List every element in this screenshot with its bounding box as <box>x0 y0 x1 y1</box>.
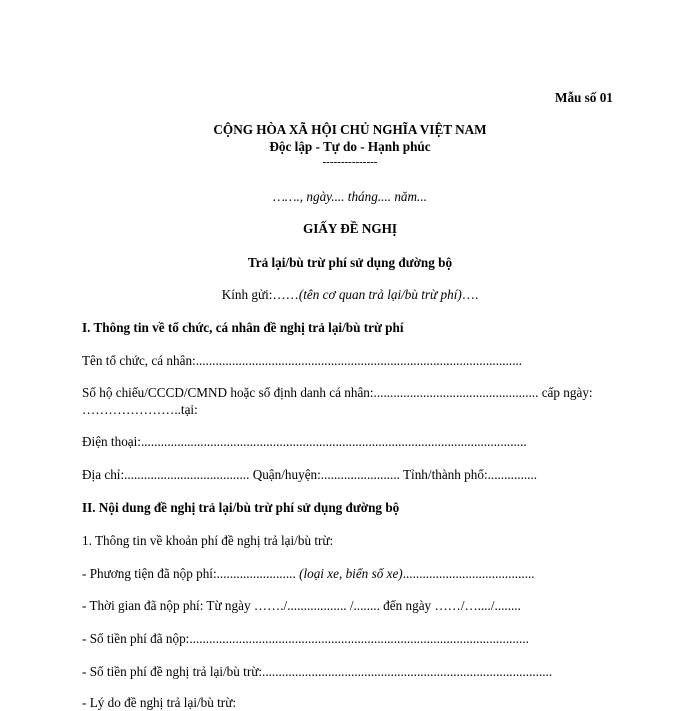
org-name-field: Tên tổ chức, cá nhân:................................................................................................... <box>82 353 523 368</box>
id-issue-place-field: …………………..tại: <box>82 402 198 417</box>
document-title: GIẤY ĐỀ NGHỊ <box>302 221 398 236</box>
vehicle-prefix: - Phương tiện đã nộp phí:........................ <box>82 566 300 581</box>
recipient-suffix: …. <box>461 287 479 302</box>
paid-time-field: - Thời gian đã nộp phí: Từ ngày ……./.................. /........ đến ngày ……/…..../........ <box>82 598 521 613</box>
vehicle-hint: (loại xe, biển số xe) <box>299 566 403 581</box>
recipient-placeholder: (tên cơ quan trả lại/bù trừ phí) <box>298 287 462 302</box>
document-subtitle: Trả lại/bù trừ phí sử dụng đường bộ <box>247 255 453 270</box>
section-2-heading: II. Nội dung đề nghị trả lại/bù trừ phí sử dụng đường bộ <box>82 500 400 515</box>
recipient-prefix: Kính gửi:…… <box>221 287 299 302</box>
header-rule: --------------- <box>322 156 378 168</box>
vehicle-suffix: ........................................ <box>402 566 535 581</box>
section-1-heading: I. Thông tin về tổ chức, cá nhân đề nghị trả lại/bù trừ phí <box>82 320 404 335</box>
reason-field: - Lý do đề nghị trả lại/bù trừ: <box>82 695 237 710</box>
form-number: Mẫu số 01 <box>555 90 613 105</box>
paid-amount-field: - Số tiền phí đã nộp:....................................................................................................... <box>82 631 529 646</box>
recipient-line <box>0 287 700 303</box>
country-name: CỘNG HÒA XÃ HỘI CHỦ NGHĨA VIỆT NAM <box>213 122 487 137</box>
date-line: ……., ngày.... tháng.... năm... <box>273 189 427 204</box>
national-motto: Độc lập - Tự do - Hạnh phúc <box>269 139 431 154</box>
id-number-field: Số hộ chiếu/CCCD/CMND hoặc số định danh cá nhân:.................................................. cấp ngày: <box>82 385 593 400</box>
address-field: Địa chỉ:...................................... Quận/huyện:........................ Tỉnh/thành phố:............... <box>82 467 538 482</box>
fee-info-item: 1. Thông tin về khoản phí đề nghị trả lại/bù trừ: <box>82 533 334 548</box>
vehicle-field <box>82 566 535 582</box>
phone-field: Điện thoại:..................................................................................................................... <box>82 434 527 449</box>
requested-amount-field: - Số tiền phí đề nghị trả lại/bù trừ:........................................................................................ <box>82 664 553 679</box>
